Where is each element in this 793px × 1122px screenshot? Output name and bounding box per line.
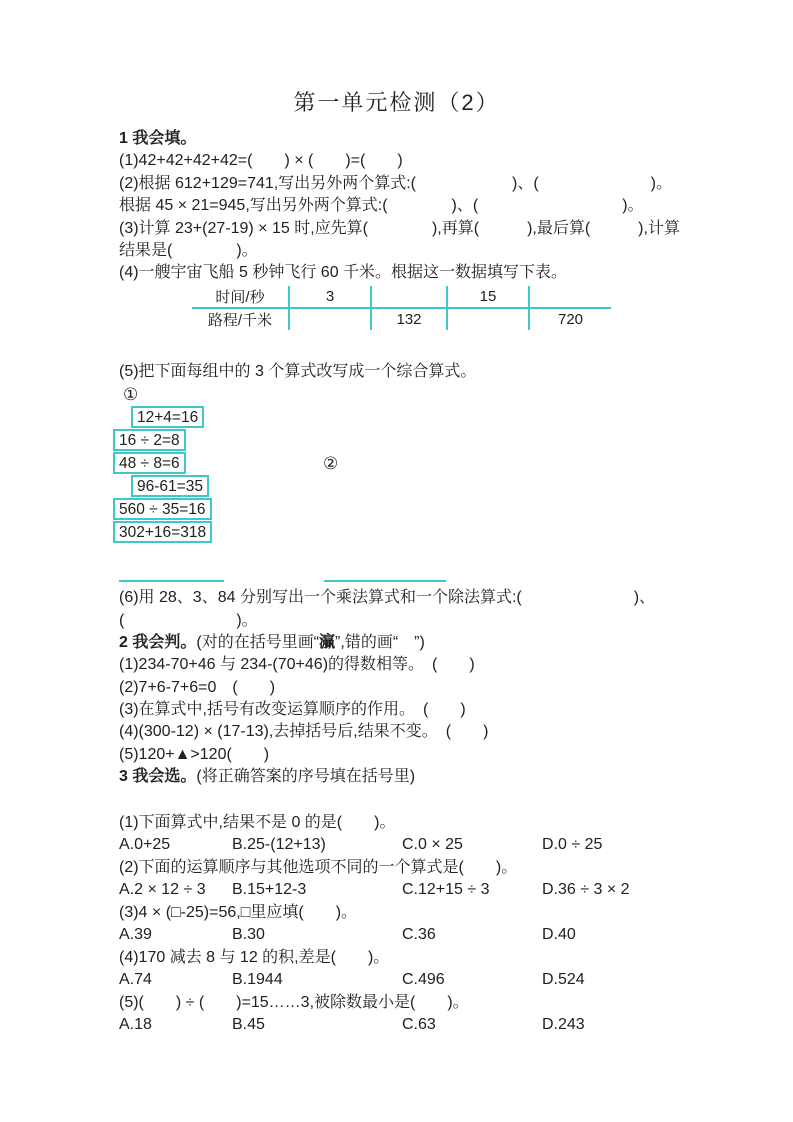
table-row-time [192,286,611,308]
group2-circled-number: ② [323,454,339,474]
equation-boxes [113,406,693,544]
table-cell-blank [289,308,371,330]
q1-6-line1: (6)用 28、3、84 分别写出一个乘法算式和一个除法算式:( )、 [119,589,656,607]
q1-2-line2: 根据 45 × 21=945,写出另外两个算式:( )、( )。 [119,197,644,215]
q1-4-intro: (4)一艘宇宙飞船 5 秒钟飞行 60 千米。根据这一数据填写下表。 [119,264,568,282]
option-d: D.36 ÷ 3 × 2 [542,881,630,899]
judge-item: (1)234-70+46 与 234-(70+46)的得数相等。 ( ) [119,656,475,674]
table-cell: 720 [529,308,611,330]
group1-circled-number: ① [123,385,139,405]
mcq-options [119,1014,693,1037]
option-b: B.30 [232,926,265,944]
option-d: D.40 [542,926,576,944]
option-a: A.0+25 [119,836,171,854]
option-d: D.243 [542,1016,585,1034]
row-label-distance: 路程/千米 [192,308,289,330]
option-b: B.25-(12+13) [232,836,326,854]
table-cell: 3 [289,286,371,308]
table-cell-blank [447,308,529,330]
section3-header-number: 3 我会选。 [119,768,197,786]
section3-header [119,766,693,788]
page-title: 第一单元检测（2） [293,90,500,115]
equation-row [113,429,693,452]
judge-item: (5)120+▲>120( ) [119,745,270,763]
section3-header-note: (将正确答案的序号填在括号里) [196,768,416,786]
table-cell-blank [371,286,447,308]
blank-gap [119,789,693,812]
mcq-stem: (1)下面算式中,结果不是 0 的是( )。 [119,813,396,831]
option-c: C.36 [402,926,436,944]
table-cell: 15 [447,286,529,308]
q1-1: (1)42+42+42+42=( ) × ( )=( ) [119,152,403,170]
section1-header: 1 我会填。 [119,130,197,147]
option-c: C.0 × 25 [402,836,463,854]
judge-item: (4)(300-12) × (17-13),去掉括号后,结果不变。 ( ) [119,723,489,741]
judge-item: (2)7+6-7+6=0 ( ) [119,678,276,696]
option-a: A.2 × 12 ÷ 3 [119,881,206,899]
mcq-options [119,834,693,857]
option-b: B.45 [232,1016,265,1034]
answer-underline-2 [324,577,446,582]
section2-header-number: 2 我会判。 [119,633,197,651]
q1-3-line2: 结果是( )。 [119,241,258,259]
option-a: A.18 [119,1016,152,1034]
speed-distance-table [192,286,611,330]
section2-header-note-pre: (对的在括号里画“ [196,633,320,651]
section2-header-note-post: ”,错的画“ ”) [335,633,425,651]
check-mark-glyph: 灜 [319,633,336,651]
equation-box: 96-61=35 [131,475,209,497]
section2-header [119,632,693,654]
option-a: A.39 [119,926,152,944]
option-d: D.0 ÷ 25 [542,836,603,854]
equation-box: 302+16=318 [113,521,212,543]
option-d: D.524 [542,971,585,989]
mcq-stem: (5)( ) ÷ ( )=15……3,被除数最小是( )。 [119,993,469,1011]
answer-underline-1 [119,577,224,582]
option-c: C.496 [402,971,445,989]
answer-underlines [119,577,693,583]
table-cell-blank [529,286,611,308]
mcq-options [119,879,693,902]
equation-row [113,521,693,544]
q1-6-line2: ( )。 [119,611,258,629]
equation-row [113,475,693,498]
equation-box: 560 ÷ 35=16 [113,498,212,520]
table-cell: 132 [371,308,447,330]
mcq-options [119,924,693,947]
mcq-stem: (3)4 × (□-25)=56,□里应填( )。 [119,903,358,921]
mcq-options [119,969,693,992]
option-b: B.15+12-3 [232,881,307,899]
equation-row [113,498,693,521]
option-c: C.12+15 ÷ 3 [402,881,490,899]
mcq-stem: (4)170 减去 8 与 12 的积,差是( )。 [119,948,390,966]
judge-item: (3)在算式中,括号有改变运算顺序的作用。 ( ) [119,701,466,719]
row-label-time: 时间/秒 [192,286,289,308]
option-c: C.63 [402,1016,436,1034]
equation-box: 48 ÷ 8=6 [113,452,186,474]
equation-row [113,452,693,475]
q1-2-line1: (2)根据 612+129=741,写出另外两个算式:( )、( )。 [119,174,672,192]
q1-3-line1: (3)计算 23+(27-19) × 15 时,应先算( ),再算( ),最后算( ),计算 [119,219,680,237]
equation-row [113,406,693,429]
q1-5-intro: (5)把下面每组中的 3 个算式改写成一个综合算式。 [119,362,477,380]
table-row-distance [192,308,611,330]
option-b: B.1944 [232,971,283,989]
mcq-stem: (2)下面的运算顺序与其他选项不同的一个算式是( )。 [119,858,518,876]
option-a: A.74 [119,971,152,989]
equation-box: 16 ÷ 2=8 [113,429,186,451]
equation-box: 12+4=16 [131,406,204,428]
